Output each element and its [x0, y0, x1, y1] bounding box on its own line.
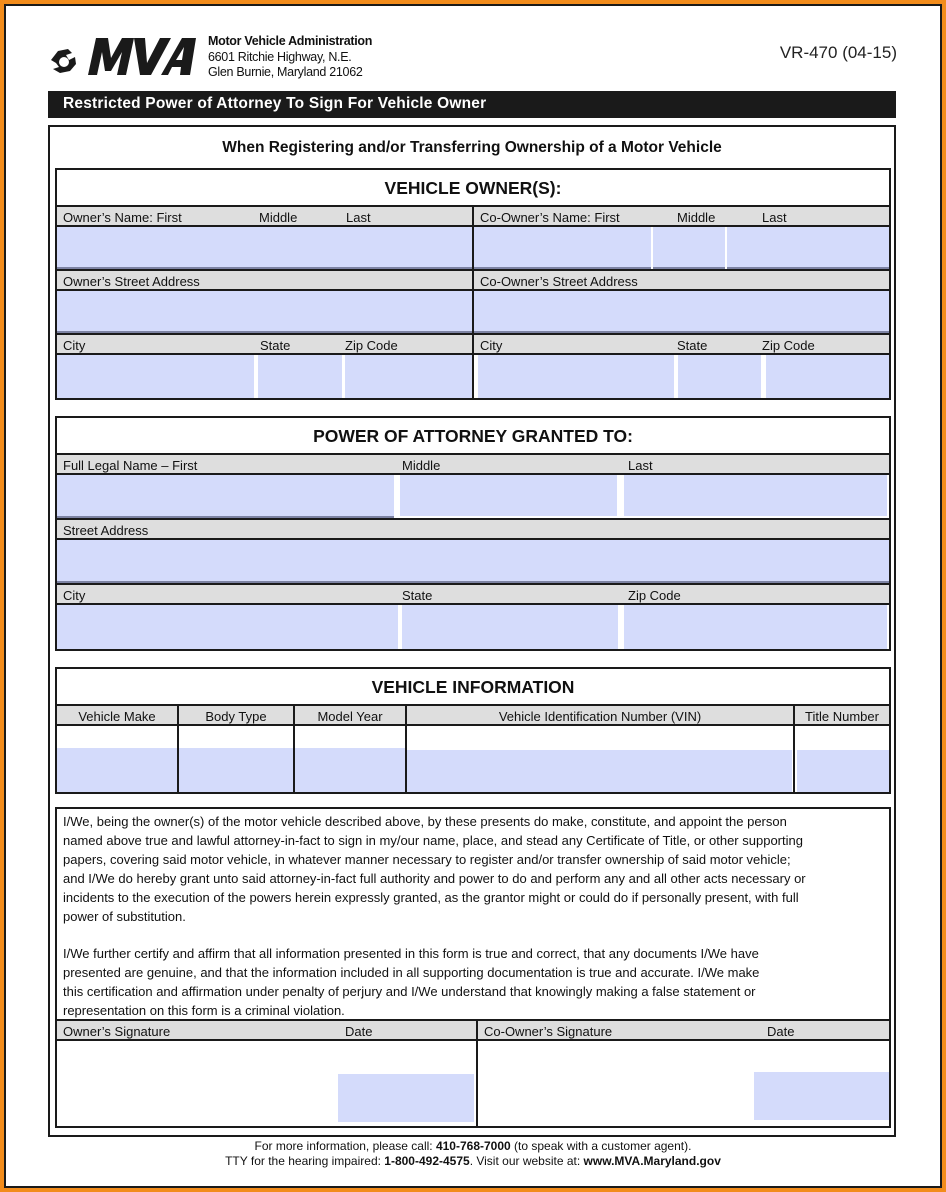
col-divider	[793, 704, 795, 792]
text-line: presented are genuine, and that the information included in all supporting documentation is true and accurate. I/We make	[63, 965, 760, 980]
coowner-middle-field[interactable]	[653, 227, 725, 269]
statement-section	[55, 807, 891, 1128]
coowner-city-field[interactable]	[478, 355, 674, 398]
owner-date-label: Date	[345, 1024, 373, 1039]
poa-section	[55, 416, 891, 651]
phone-number: 410-768-7000	[435, 1139, 511, 1153]
section-heading: VEHICLE INFORMATION	[371, 677, 575, 697]
form-subtitle: When Registering and/or Transferring Ownership of a Motor Vehicle	[222, 139, 722, 156]
col-divider	[293, 704, 295, 792]
address-line-1: 6601 Ritchie Highway, N.E.	[208, 49, 352, 64]
text-line: power of substitution.	[63, 909, 186, 924]
column-divider	[472, 205, 474, 398]
col-vehicle-make: Vehicle Make	[78, 709, 156, 724]
poa-state-label: State	[402, 588, 433, 603]
owner-city-field[interactable]	[57, 355, 254, 398]
poa-name-label-row	[57, 453, 889, 475]
footer-text: . Visit our website at:	[469, 1154, 584, 1168]
poa-first-label: Full Legal Name – First	[63, 458, 198, 473]
coowner-street-field[interactable]	[474, 291, 889, 333]
poa-city-label-row	[57, 583, 889, 605]
text-line: I/We further certify and affirm that all information presented in this form is true and correct, that any documents I/We have	[63, 946, 759, 961]
agency-name: Motor Vehicle Administration	[208, 34, 373, 48]
owner-street-label: Owner’s Street Address	[63, 274, 200, 289]
coowner-date-field[interactable]	[754, 1072, 889, 1120]
text-line: named above true and lawful attorney-in-fact to sign in my/our name, place, and stead any Certificate of Title, or other supporting	[63, 833, 803, 848]
owner-date-field[interactable]	[338, 1074, 474, 1122]
website-link[interactable]: www.MVA.Maryland.gov	[583, 1154, 721, 1168]
vehicle-owners-section	[55, 168, 891, 400]
form-code: VR-470 (04-15)	[779, 43, 897, 62]
coowner-signature-label: Co-Owner’s Signature	[484, 1024, 613, 1039]
form-title: Restricted Power of Attorney To Sign For Vehicle Owner	[48, 91, 896, 118]
col-divider	[177, 704, 179, 792]
text-line: representation on this form is a criminal violation.	[63, 1003, 345, 1018]
footer-text: TTY for the hearing impaired:	[225, 1154, 385, 1168]
coowner-state-label: State	[677, 338, 708, 353]
coowner-city-label: City	[480, 338, 503, 353]
owner-last-label: Last	[346, 210, 371, 225]
owner-state-label: State	[260, 338, 291, 353]
owner-zip-field[interactable]	[345, 355, 472, 398]
owner-state-field[interactable]	[258, 355, 342, 398]
poa-street-label-row	[57, 518, 889, 540]
col-divider	[476, 1019, 478, 1128]
title-number-field[interactable]	[797, 750, 889, 792]
mva-logo-icon	[48, 34, 204, 80]
poa-street-label: Street Address	[63, 523, 149, 538]
col-model-year: Model Year	[317, 709, 383, 724]
coowner-middle-label: Middle	[677, 210, 716, 225]
footer-line-2	[0, 1154, 946, 1169]
mva-logo	[48, 34, 204, 80]
owner-signature-label: Owner’s Signature	[63, 1024, 171, 1039]
authorization-paragraph	[63, 812, 893, 926]
owner-city-label: City	[63, 338, 86, 353]
owner-name-field[interactable]	[57, 227, 472, 269]
body-type-field[interactable]	[179, 748, 293, 792]
owner-first-label: Owner’s Name: First	[63, 210, 182, 225]
coowner-zip-field[interactable]	[766, 355, 889, 398]
col-divider	[405, 704, 407, 792]
poa-zip-label: Zip Code	[628, 588, 681, 603]
owner-zip-label: Zip Code	[345, 338, 398, 353]
footer-line-1	[0, 1139, 946, 1154]
col-title-number: Title Number	[805, 709, 879, 724]
text-line: and I/We do hereby grant unto said attorney-in-fact full authority and power to do and perform any and all other acts necessary or	[63, 871, 806, 886]
col-body-type: Body Type	[205, 709, 267, 724]
poa-zip-field[interactable]	[624, 605, 887, 649]
coowner-state-field[interactable]	[678, 355, 761, 398]
poa-last-field[interactable]	[624, 475, 887, 516]
poa-middle-field[interactable]	[400, 475, 617, 516]
owner-street-field[interactable]	[57, 291, 472, 333]
address-line-2: Glen Burnie, Maryland 21062	[208, 65, 363, 79]
coowner-date-label: Date	[767, 1024, 795, 1039]
text-line: incidents to the execution of the powers herein expressly granted, as the grantor might or could do if personally present, with full	[63, 890, 799, 905]
coowner-last-label: Last	[762, 210, 787, 225]
poa-street-field[interactable]	[57, 540, 889, 583]
poa-middle-label: Middle	[402, 458, 441, 473]
text-line: this certification and affirmation under penalty of perjury and I/We understand that knowingly making a false statement or	[63, 984, 756, 999]
signature-label-row	[57, 1019, 889, 1041]
footer-text: (to speak with a customer agent).	[510, 1139, 692, 1153]
footer-text: For more information, please call:	[254, 1139, 436, 1153]
section-heading: VEHICLE OWNER(S):	[384, 178, 562, 198]
agency-address	[208, 34, 372, 81]
poa-city-field[interactable]	[57, 605, 398, 649]
coowner-zip-label: Zip Code	[762, 338, 815, 353]
poa-last-label: Last	[628, 458, 653, 473]
poa-city-label: City	[63, 588, 86, 603]
coowner-last-field[interactable]	[727, 227, 889, 269]
tty-number: 1-800-492-4575	[384, 1154, 470, 1168]
vehicle-info-section	[55, 667, 891, 794]
coowner-street-label: Co-Owner’s Street Address	[480, 274, 638, 289]
section-heading: POWER OF ATTORNEY GRANTED TO:	[313, 426, 633, 446]
coowner-first-field[interactable]	[474, 227, 651, 269]
poa-first-field[interactable]	[57, 475, 394, 518]
col-vin: Vehicle Identification Number (VIN)	[498, 709, 702, 724]
coowner-first-label: Co-Owner’s Name: First	[480, 210, 620, 225]
vin-field[interactable]	[407, 750, 792, 792]
coowner-signature-field[interactable]	[478, 1041, 754, 1126]
owner-signature-field[interactable]	[57, 1041, 337, 1126]
certification-paragraph	[63, 944, 893, 1020]
model-year-field[interactable]	[295, 748, 405, 792]
footer	[0, 1139, 946, 1169]
poa-state-field[interactable]	[402, 605, 618, 649]
vehicle-make-field[interactable]	[57, 748, 177, 792]
vehicle-info-header-row	[57, 704, 889, 726]
text-line: papers, covering said motor vehicle, in whatever manner necessary to register and/or transfer ownership of said motor vehicle;	[63, 852, 791, 867]
text-line: I/We, being the owner(s) of the motor vehicle described above, by these presents do make, constitute, and appoint the person	[63, 814, 787, 829]
owner-middle-label: Middle	[259, 210, 298, 225]
